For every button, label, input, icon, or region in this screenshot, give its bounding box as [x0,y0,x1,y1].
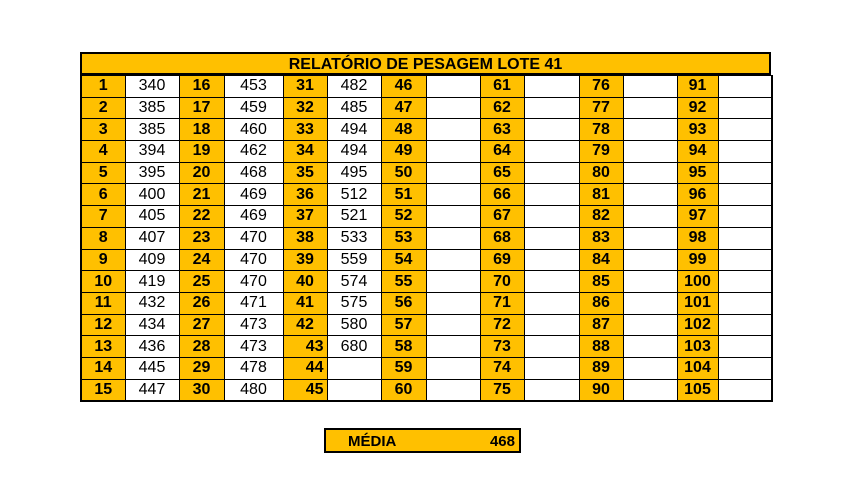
table-row [81,336,772,358]
weight-value-cell[interactable]: 340 [125,76,179,98]
weight-value-cell[interactable] [718,292,772,314]
weight-value-cell[interactable]: 494 [327,141,381,163]
animal-number-cell[interactable]: 90 [579,379,623,401]
animal-number-cell[interactable]: 5 [81,162,125,184]
animal-number-cell[interactable]: 19 [179,141,224,163]
animal-number-cell[interactable]: 84 [579,249,623,271]
animal-number-cell[interactable]: 92 [677,97,718,119]
animal-number-cell[interactable]: 35 [283,162,327,184]
weight-value-cell[interactable] [623,119,677,141]
animal-number-cell[interactable]: 76 [579,76,623,98]
animal-number-cell[interactable]: 9 [81,249,125,271]
weight-value-cell[interactable] [426,76,480,98]
weight-value-cell[interactable] [623,184,677,206]
weight-value-cell[interactable] [426,97,480,119]
weight-value-cell[interactable] [524,97,579,119]
animal-number-cell[interactable]: 64 [480,141,524,163]
weight-value-cell[interactable] [623,357,677,379]
weight-value-cell[interactable]: 432 [125,292,179,314]
animal-number-cell[interactable]: 68 [480,227,524,249]
animal-number-cell[interactable]: 26 [179,292,224,314]
animal-number-cell[interactable]: 83 [579,227,623,249]
weight-value-cell[interactable]: 533 [327,227,381,249]
animal-number-cell[interactable]: 16 [179,76,224,98]
weight-value-cell[interactable] [718,141,772,163]
weight-value-cell[interactable]: 385 [125,119,179,141]
weight-value-cell[interactable] [426,357,480,379]
animal-number-cell[interactable]: 78 [579,119,623,141]
animal-number-cell[interactable]: 56 [381,292,426,314]
weight-value-cell[interactable] [623,141,677,163]
animal-number-cell[interactable]: 101 [677,292,718,314]
weight-value-cell[interactable]: 470 [224,271,283,293]
weight-value-cell[interactable]: 400 [125,184,179,206]
animal-number-cell[interactable]: 61 [480,76,524,98]
weight-value-cell[interactable]: 495 [327,162,381,184]
weight-value-cell[interactable] [718,379,772,401]
weight-value-cell[interactable]: 574 [327,271,381,293]
animal-number-cell[interactable]: 31 [283,76,327,98]
animal-number-cell[interactable]: 39 [283,249,327,271]
animal-number-cell[interactable]: 24 [179,249,224,271]
average-value[interactable]: 468 [489,433,515,450]
weighing-report-sheet [80,52,771,402]
animal-number-cell[interactable]: 70 [480,271,524,293]
weight-value-cell[interactable] [718,227,772,249]
animal-number-cell[interactable]: 25 [179,271,224,293]
animal-number-cell[interactable]: 75 [480,379,524,401]
weight-value-cell[interactable] [426,249,480,271]
report-title[interactable]: RELATÓRIO DE PESAGEM LOTE 41 [80,52,771,75]
weight-value-cell[interactable]: 453 [224,76,283,98]
animal-number-cell[interactable]: 86 [579,292,623,314]
animal-number-cell[interactable]: 6 [81,184,125,206]
animal-number-cell[interactable]: 11 [81,292,125,314]
animal-number-cell[interactable]: 77 [579,97,623,119]
animal-number-cell[interactable]: 40 [283,271,327,293]
weight-value-cell[interactable] [426,119,480,141]
weighing-table [80,75,773,402]
animal-number-cell[interactable]: 21 [179,184,224,206]
animal-number-cell[interactable]: 98 [677,227,718,249]
animal-number-cell[interactable]: 46 [381,76,426,98]
weight-value-cell[interactable]: 575 [327,292,381,314]
weight-value-cell[interactable]: 470 [224,249,283,271]
table-row [81,184,772,206]
animal-number-cell[interactable]: 95 [677,162,718,184]
weight-value-cell[interactable]: 473 [224,314,283,336]
weight-value-cell[interactable] [524,76,579,98]
weight-value-cell[interactable] [718,162,772,184]
table-row [81,314,772,336]
animal-number-cell[interactable]: 32 [283,97,327,119]
weight-value-cell[interactable]: 469 [224,184,283,206]
animal-number-cell[interactable]: 94 [677,141,718,163]
animal-number-cell[interactable]: 27 [179,314,224,336]
animal-number-cell[interactable]: 52 [381,206,426,228]
weight-value-cell[interactable]: 434 [125,314,179,336]
animal-number-cell[interactable]: 105 [677,379,718,401]
animal-number-cell[interactable]: 15 [81,379,125,401]
weight-value-cell[interactable] [623,314,677,336]
animal-number-cell[interactable]: 41 [283,292,327,314]
animal-number-cell[interactable]: 7 [81,206,125,228]
animal-number-cell[interactable]: 13 [81,336,125,358]
animal-number-cell[interactable]: 10 [81,271,125,293]
animal-number-cell[interactable]: 42 [283,314,327,336]
weight-value-cell[interactable]: 409 [125,249,179,271]
animal-number-cell[interactable]: 57 [381,314,426,336]
animal-number-cell[interactable]: 72 [480,314,524,336]
animal-number-cell[interactable]: 54 [381,249,426,271]
animal-number-cell[interactable]: 29 [179,357,224,379]
weight-value-cell[interactable]: 521 [327,206,381,228]
animal-number-cell[interactable]: 28 [179,336,224,358]
animal-number-cell[interactable]: 74 [480,357,524,379]
weight-value-cell[interactable] [327,357,381,379]
animal-number-cell[interactable]: 38 [283,227,327,249]
animal-number-cell[interactable]: 23 [179,227,224,249]
weight-value-cell[interactable]: 482 [327,76,381,98]
weight-value-cell[interactable] [524,271,579,293]
animal-number-cell[interactable]: 18 [179,119,224,141]
animal-number-cell[interactable]: 1 [81,76,125,98]
animal-number-cell[interactable]: 58 [381,336,426,358]
weight-value-cell[interactable] [623,206,677,228]
weight-value-cell[interactable] [426,227,480,249]
animal-number-cell[interactable]: 37 [283,206,327,228]
animal-number-cell[interactable]: 17 [179,97,224,119]
animal-number-cell[interactable]: 12 [81,314,125,336]
table-row [81,206,772,228]
weight-value-cell[interactable]: 512 [327,184,381,206]
table-row [81,292,772,314]
weight-value-cell[interactable] [718,357,772,379]
weight-value-cell[interactable] [524,141,579,163]
table-row [81,357,772,379]
animal-number-cell[interactable]: 53 [381,227,426,249]
animal-number-cell[interactable]: 81 [579,184,623,206]
weight-value-cell[interactable] [426,314,480,336]
weight-value-cell[interactable]: 471 [224,292,283,314]
animal-number-cell[interactable]: 60 [381,379,426,401]
animal-number-cell[interactable]: 80 [579,162,623,184]
table-row [81,162,772,184]
table-row [81,227,772,249]
animal-number-cell[interactable]: 89 [579,357,623,379]
weight-value-cell[interactable] [718,336,772,358]
animal-number-cell[interactable]: 79 [579,141,623,163]
weight-value-cell[interactable] [524,227,579,249]
weight-value-cell[interactable] [623,249,677,271]
weight-value-cell[interactable] [426,271,480,293]
animal-number-cell[interactable]: 67 [480,206,524,228]
animal-number-cell[interactable]: 85 [579,271,623,293]
weight-value-cell[interactable]: 473 [224,336,283,358]
animal-number-cell[interactable]: 104 [677,357,718,379]
weight-value-cell[interactable] [718,271,772,293]
animal-number-cell[interactable]: 59 [381,357,426,379]
weight-value-cell[interactable]: 480 [224,379,283,401]
weight-value-cell[interactable]: 405 [125,206,179,228]
table-row [81,119,772,141]
animal-number-cell[interactable]: 22 [179,206,224,228]
weight-value-cell[interactable]: 485 [327,97,381,119]
weight-value-cell[interactable]: 394 [125,141,179,163]
animal-number-cell[interactable]: 4 [81,141,125,163]
weight-value-cell[interactable] [718,314,772,336]
animal-number-cell[interactable]: 93 [677,119,718,141]
animal-number-cell[interactable]: 103 [677,336,718,358]
animal-number-cell[interactable]: 82 [579,206,623,228]
weight-value-cell[interactable]: 436 [125,336,179,358]
weight-value-cell[interactable] [623,336,677,358]
weight-value-cell[interactable] [623,379,677,401]
weight-value-cell[interactable] [327,379,381,401]
weight-value-cell[interactable] [426,141,480,163]
weight-value-cell[interactable] [623,76,677,98]
weight-value-cell[interactable] [524,357,579,379]
animal-number-cell[interactable]: 96 [677,184,718,206]
animal-number-cell[interactable]: 73 [480,336,524,358]
animal-number-cell[interactable]: 34 [283,141,327,163]
weight-value-cell[interactable] [623,227,677,249]
weight-value-cell[interactable] [623,292,677,314]
animal-number-cell[interactable]: 97 [677,206,718,228]
animal-number-cell[interactable]: 48 [381,119,426,141]
table-row [81,141,772,163]
average-summary [324,428,521,453]
table-row [81,249,772,271]
animal-number-cell[interactable]: 69 [480,249,524,271]
animal-number-cell[interactable]: 100 [677,271,718,293]
weight-value-cell[interactable] [426,162,480,184]
weight-value-cell[interactable]: 559 [327,249,381,271]
weight-value-cell[interactable] [524,292,579,314]
animal-number-cell[interactable]: 65 [480,162,524,184]
weight-value-cell[interactable] [718,97,772,119]
weight-value-cell[interactable] [524,379,579,401]
weight-value-cell[interactable] [718,249,772,271]
animal-number-cell[interactable]: 51 [381,184,426,206]
weight-value-cell[interactable]: 478 [224,357,283,379]
animal-number-cell[interactable]: 71 [480,292,524,314]
weight-value-cell[interactable]: 459 [224,97,283,119]
animal-number-cell[interactable]: 36 [283,184,327,206]
weight-value-cell[interactable] [524,162,579,184]
weight-value-cell[interactable] [524,119,579,141]
animal-number-cell[interactable]: 88 [579,336,623,358]
weight-value-cell[interactable]: 460 [224,119,283,141]
weight-value-cell[interactable]: 494 [327,119,381,141]
animal-number-cell[interactable]: 102 [677,314,718,336]
weight-value-cell[interactable] [426,206,480,228]
weight-value-cell[interactable] [718,76,772,98]
animal-number-cell[interactable]: 8 [81,227,125,249]
weight-value-cell[interactable] [623,97,677,119]
weight-value-cell[interactable]: 580 [327,314,381,336]
weight-value-cell[interactable]: 447 [125,379,179,401]
weight-value-cell[interactable]: 468 [224,162,283,184]
animal-number-cell[interactable]: 50 [381,162,426,184]
animal-number-cell[interactable]: 49 [381,141,426,163]
animal-number-cell[interactable]: 55 [381,271,426,293]
weight-value-cell[interactable] [524,184,579,206]
weight-value-cell[interactable] [426,336,480,358]
animal-number-cell[interactable]: 43 [283,336,327,358]
animal-number-cell[interactable]: 2 [81,97,125,119]
animal-number-cell[interactable]: 20 [179,162,224,184]
animal-number-cell[interactable]: 3 [81,119,125,141]
weight-value-cell[interactable]: 470 [224,227,283,249]
weight-value-cell[interactable] [718,184,772,206]
weight-value-cell[interactable] [426,379,480,401]
weight-value-cell[interactable]: 407 [125,227,179,249]
animal-number-cell[interactable]: 62 [480,97,524,119]
animal-number-cell[interactable]: 66 [480,184,524,206]
animal-number-cell[interactable]: 63 [480,119,524,141]
weight-value-cell[interactable] [524,314,579,336]
animal-number-cell[interactable]: 99 [677,249,718,271]
weight-value-cell[interactable]: 419 [125,271,179,293]
weight-value-cell[interactable]: 462 [224,141,283,163]
weight-value-cell[interactable] [426,292,480,314]
animal-number-cell[interactable]: 14 [81,357,125,379]
animal-number-cell[interactable]: 87 [579,314,623,336]
weight-value-cell[interactable] [718,206,772,228]
table-row [81,76,772,98]
weight-value-cell[interactable] [623,271,677,293]
weight-value-cell[interactable]: 445 [125,357,179,379]
weight-value-cell[interactable]: 395 [125,162,179,184]
animal-number-cell[interactable]: 30 [179,379,224,401]
animal-number-cell[interactable]: 91 [677,76,718,98]
animal-number-cell[interactable]: 45 [283,379,327,401]
weight-value-cell[interactable] [524,206,579,228]
weight-value-cell[interactable] [623,162,677,184]
animal-number-cell[interactable]: 44 [283,357,327,379]
weight-value-cell[interactable]: 469 [224,206,283,228]
weight-value-cell[interactable]: 680 [327,336,381,358]
weight-value-cell[interactable] [524,336,579,358]
weight-value-cell[interactable] [718,119,772,141]
weight-value-cell[interactable] [426,184,480,206]
table-row [81,97,772,119]
animal-number-cell[interactable]: 47 [381,97,426,119]
weight-value-cell[interactable]: 385 [125,97,179,119]
table-row [81,271,772,293]
weight-value-cell[interactable] [524,249,579,271]
table-row [81,379,772,401]
animal-number-cell[interactable]: 33 [283,119,327,141]
average-label: MÉDIA [348,433,397,450]
